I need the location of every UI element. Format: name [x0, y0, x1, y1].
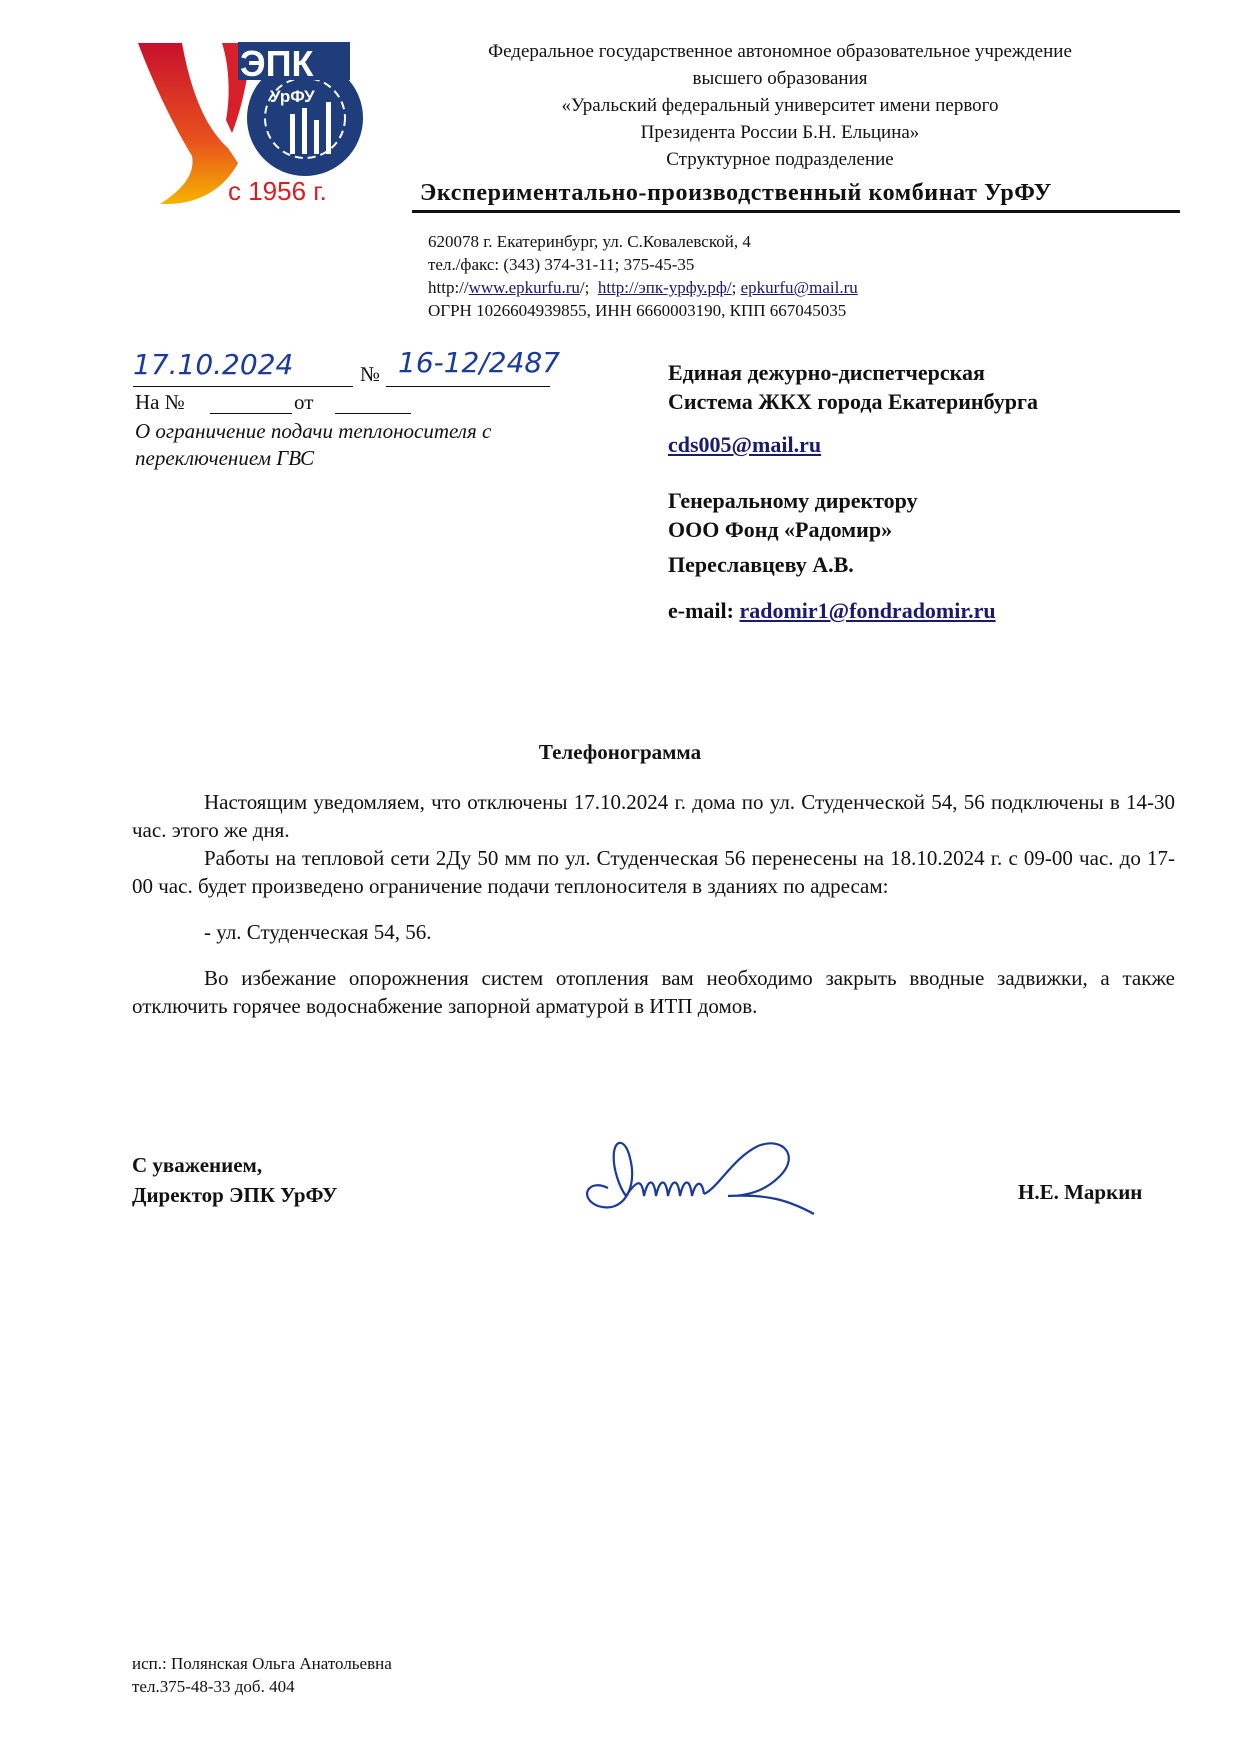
recipient-radomir-email: [668, 596, 996, 625]
org-line: Структурное подразделение: [666, 149, 894, 170]
recipient-line: Система ЖКХ города Екатеринбурга: [668, 389, 1038, 414]
ref-number-label: На №: [135, 390, 185, 414]
logo-sub: УрФУ: [270, 87, 315, 106]
organization-name: Экспериментально-производственный комбинат УрФУ: [420, 180, 1052, 206]
date-underline: [133, 386, 353, 387]
website-link-rf[interactable]: http://эпк-урфу.рф/: [597, 278, 732, 297]
number-underline: [386, 386, 550, 387]
org-line: высшего образования: [692, 68, 868, 89]
link-suffix: /;: [579, 278, 590, 297]
signer-name: Н.Е. Маркин: [1018, 1180, 1143, 1204]
logo-since: с 1956 г.: [228, 176, 327, 206]
logo-abbr: ЭПК: [240, 43, 314, 84]
body-paragraph: Во избежание опорожнения систем отопления вам необходимо закрыть вводные задвижки, а также отключить горячее водоснабжение запорной арматурой в ИТП домов.: [132, 966, 1175, 1018]
executor-phone: тел.375-48-33 доб. 404: [132, 1677, 295, 1696]
recipient-dispatch: [668, 358, 1038, 416]
org-email-link[interactable]: epkurfu@mail.ru: [740, 278, 858, 297]
radomir-email-link[interactable]: radomir1@fondradomir.ru: [739, 598, 996, 623]
number-label: №: [360, 362, 381, 386]
signer-position: Директор ЭПК УрФУ: [132, 1183, 338, 1207]
signature-block: [132, 1150, 337, 1210]
contact-block: [428, 230, 858, 322]
recipient-radomir: [668, 486, 918, 544]
links-line: [428, 276, 858, 299]
org-line: Федеральное государственное автономное образовательное учреждение: [488, 41, 1072, 62]
body-paragraph: - ул. Студенческая 54, 56.: [204, 920, 432, 944]
org-line: «Уральский федеральный университет имени первого: [561, 95, 999, 116]
dispatch-email-link[interactable]: cds005@mail.ru: [668, 432, 822, 457]
org-line: Президента России Б.Н. Ельцина»: [640, 122, 920, 143]
document-title: Телефонограмма: [538, 740, 702, 764]
link-suffix: ;: [731, 278, 737, 297]
phone-fax: тел./факс: (343) 374-31-11; 375-45-35: [428, 255, 695, 274]
epk-urfu-logo: [130, 38, 380, 213]
recipient-name: Переславцеву А.В.: [668, 552, 854, 577]
postal-address: 620078 г. Екатеринбург, ул. С.Ковалевской, 4: [428, 232, 751, 251]
handwritten-signature: [568, 1118, 848, 1228]
website-link[interactable]: www.epkurfu.ru: [468, 278, 580, 297]
recipient-line: Генеральному директору: [668, 488, 918, 513]
letter-subject: О ограничение подачи теплоносителя с переключением ГВС: [135, 419, 492, 470]
header-divider: [412, 210, 1180, 213]
ref-number-blank: [210, 413, 292, 414]
ref-date-label: от: [294, 390, 314, 414]
organization-header: [410, 38, 1150, 173]
ref-date-blank: [335, 413, 411, 414]
letter-body: [132, 788, 1175, 1020]
email-label: e-mail:: [668, 598, 734, 623]
recipient-dispatch-email: [668, 430, 821, 459]
outgoing-number: 16-12/2487: [398, 346, 561, 379]
registry-numbers: ОГРН 1026604939855, ИНН 6660003190, КПП 667045035: [428, 301, 847, 320]
recipient-line: Единая дежурно-диспетчерская: [668, 360, 985, 385]
recipient-line: ООО Фонд «Радомир»: [668, 517, 893, 542]
link-prefix: http://: [428, 278, 469, 297]
outgoing-date: 17.10.2024: [133, 348, 294, 381]
executor-name: исп.: Полянская Ольга Анатольевна: [132, 1654, 392, 1673]
body-paragraph: Работы на тепловой сети 2Ду 50 мм по ул. Студенческая 56 перенесены на 18.10.2024 г. с 09-00 час. до 17-00 час. будет произведено ограничение подачи теплоносителя в зданиях по адресам:: [132, 846, 1175, 898]
closing-phrase: С уважением,: [132, 1153, 263, 1177]
body-paragraph: Настоящим уведомляем, что отключены 17.10.2024 г. дома по ул. Студенческой 54, 56 подключены в 14-30 час. этого же дня.: [132, 790, 1175, 842]
executor-block: [132, 1652, 392, 1698]
